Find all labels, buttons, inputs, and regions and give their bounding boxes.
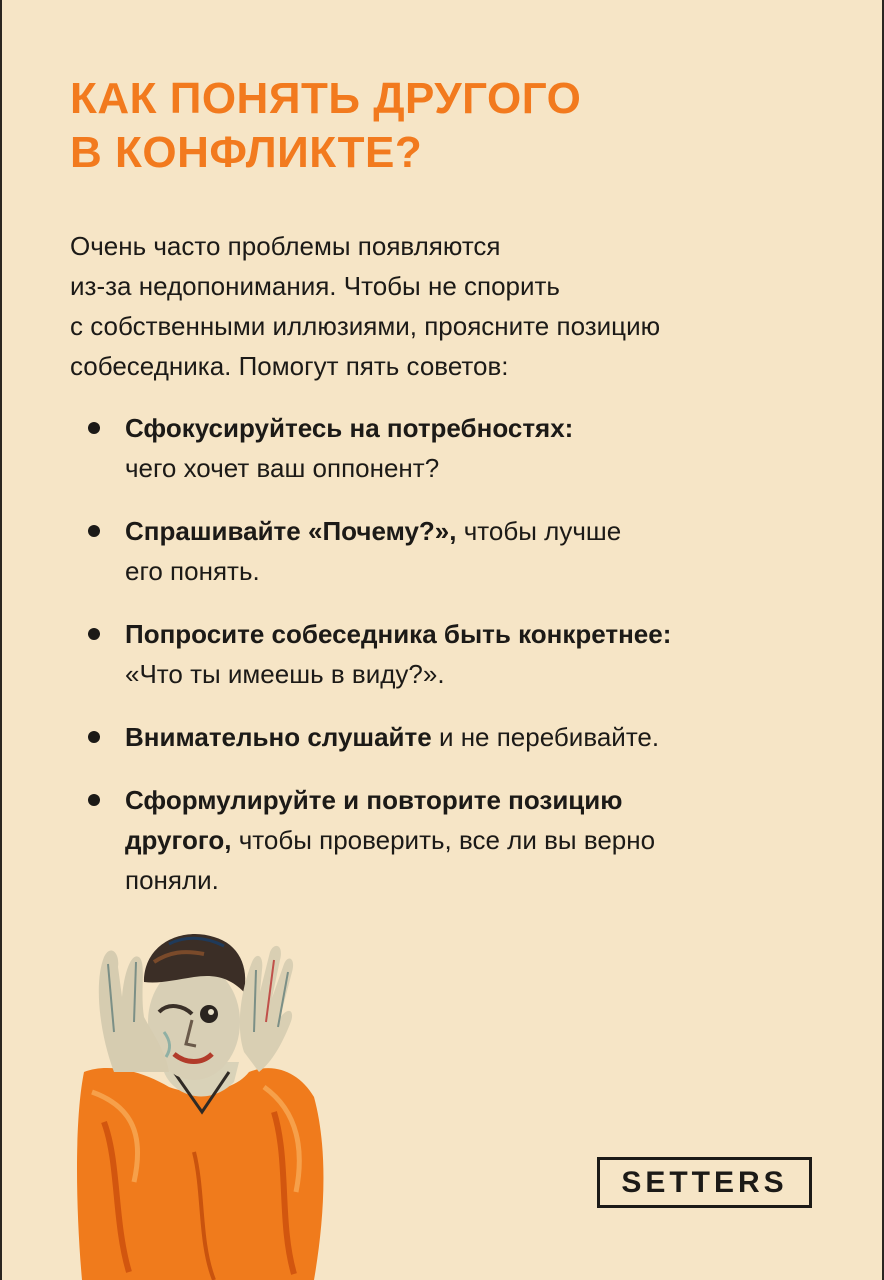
bullet-icon: [88, 628, 100, 640]
intro-line-4: собеседника. Помогут пять советов:: [70, 351, 509, 381]
intro-line-2: из-за недопонимания. Чтобы не спорить: [70, 271, 560, 301]
tip-text: «Что ты имеешь в виду?».: [125, 659, 445, 689]
tip-text-inline: чтобы проверить, все ли вы верно: [231, 825, 656, 855]
tip-item: [88, 614, 828, 694]
tips-list: [88, 408, 828, 900]
page-title: [70, 72, 830, 180]
intro-line-1: Очень часто проблемы появляются: [70, 231, 501, 261]
tip-text: его понять.: [125, 556, 260, 586]
bullet-icon: [88, 731, 100, 743]
tip-item: [88, 408, 828, 488]
tip-text-inline: и не перебивайте.: [431, 722, 660, 752]
tip-heading: Попросите собеседника быть конкретнее:: [125, 619, 672, 649]
intro-line-3: с собственными иллюзиями, проясните позицию: [70, 311, 661, 341]
expressionist-portrait-illustration: [74, 922, 374, 1280]
title-line-1: КАК ПОНЯТЬ ДРУГОГО: [70, 74, 582, 123]
tip-item: [88, 717, 828, 757]
tip-heading: Сфокусируйтесь на потребностях:: [125, 413, 574, 443]
title-line-2: В КОНФЛИКТЕ?: [70, 128, 423, 177]
intro-paragraph: [70, 226, 830, 386]
bullet-icon: [88, 422, 100, 434]
tip-text-inline: чтобы лучше: [456, 516, 622, 546]
tip-item: [88, 780, 828, 900]
tip-heading-cont: другого,: [125, 825, 232, 855]
left-edge-line: [0, 0, 2, 1280]
tip-item: [88, 511, 828, 591]
bullet-icon: [88, 794, 100, 806]
bullet-icon: [88, 525, 100, 537]
tip-heading: Сформулируйте и повторите позицию: [125, 785, 623, 815]
tip-text: чего хочет ваш оппонент?: [125, 453, 440, 483]
setters-logo: SETTERS: [597, 1157, 812, 1208]
tip-heading: Спрашивайте «Почему?»,: [125, 516, 457, 546]
tip-text: поняли.: [125, 865, 219, 895]
tip-heading: Внимательно слушайте: [125, 722, 432, 752]
